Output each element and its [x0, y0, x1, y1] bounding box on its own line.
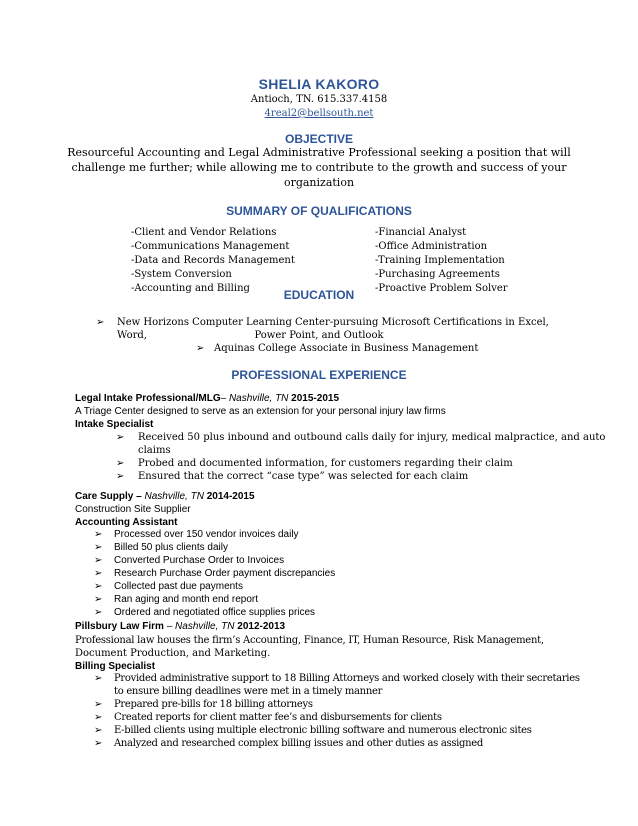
email-link[interactable]: 4real2@bellsouth.net	[264, 108, 374, 119]
list-item-continuation	[94, 685, 629, 698]
list-item	[94, 606, 594, 619]
list-item-text: Prepared pre-bills for 18 billing attorneys	[114, 699, 313, 710]
bullet-arrow-icon: ➢	[94, 699, 103, 710]
job3-description-line-1: Professional law houses the firm’s Accounting, Finance, IT, Human Resource, Risk Management,	[75, 635, 544, 646]
bullet-arrow-icon: ➢	[116, 471, 125, 482]
bullet-arrow-icon: ➢	[94, 542, 103, 553]
objective-line: challenge me further; while allowing me to contribute to the growth and success of your	[71, 161, 567, 174]
job1-bullet-list	[116, 431, 616, 483]
list-item-text: Provided administrative support to 18 Billing Attorneys and worked closely with their secretaries	[114, 673, 580, 684]
qualification-item: -Communications Management	[131, 241, 290, 252]
qualifications-right-column	[375, 226, 575, 296]
qualification-item: -Training Implementation	[375, 255, 505, 266]
list-item-text: Processed over 150 vendor invoices daily	[114, 529, 299, 540]
qualification-item: -Financial Analyst	[375, 227, 467, 238]
experience-heading: PROFESSIONAL EXPERIENCE	[231, 368, 407, 382]
job3-dates: 2012-2013	[234, 621, 286, 632]
job3-company: Pillsbury Law Firm	[75, 621, 164, 632]
job2-description: Construction Site Supplier	[75, 504, 191, 515]
education-item-2: Aquinas College Associate in Business Management	[214, 343, 479, 354]
job3-location: Nashville, TN	[175, 621, 235, 632]
qualification-item: -System Conversion	[131, 269, 232, 280]
list-item	[94, 672, 629, 685]
education-bullet-icon: ➢	[196, 343, 205, 354]
bullet-arrow-icon: ➢	[116, 432, 125, 443]
job3-bullet-list	[94, 672, 629, 750]
list-item-text: Created reports for client matter fee’s and disbursements for clients	[114, 712, 442, 723]
list-item-continuation	[116, 444, 616, 457]
education-bullet-icon: ➢	[96, 317, 105, 328]
list-item	[94, 593, 594, 606]
bullet-arrow-icon: ➢	[116, 458, 125, 469]
job2-dates: 2014-2015	[203, 491, 255, 502]
list-item-text: Research Purchase Order payment discrepancies	[114, 568, 336, 579]
list-item	[116, 431, 616, 444]
job2-bullet-list	[94, 528, 594, 619]
education-item-1-line-1: New Horizons Computer Learning Center-pursuing Microsoft Certifications in Excel, Word,	[117, 317, 549, 341]
bullet-arrow-icon: ➢	[94, 725, 103, 736]
list-item	[94, 698, 629, 711]
bullet-arrow-icon: ➢	[94, 607, 103, 618]
list-item	[94, 711, 629, 724]
job2-title-line	[75, 490, 615, 503]
job3-title-line	[75, 620, 615, 633]
job2-separator: –	[133, 491, 145, 502]
list-item	[94, 541, 594, 554]
job1-description: A Triage Center designed to serve as an extension for your personal injury law firms	[75, 406, 446, 417]
bullet-arrow-icon: ➢	[94, 581, 103, 592]
qualifications-left-column	[131, 226, 351, 296]
job2-location: Nashville, TN	[144, 491, 204, 502]
list-item-text: Received 50 plus inbound and outbound calls daily for injury, medical malpractice, and auto	[138, 432, 606, 443]
list-item	[94, 528, 594, 541]
qualification-item: -Proactive Problem Solver	[375, 283, 508, 294]
list-item-text: to ensure billing deadlines were met in a timely manner	[114, 686, 383, 697]
list-item-text: Collected past due payments	[114, 581, 243, 592]
job2-role: Accounting Assistant	[75, 517, 178, 528]
bullet-arrow-icon: ➢	[94, 673, 103, 684]
list-item	[94, 737, 629, 750]
contact-email-wrapper	[0, 108, 638, 119]
list-item	[94, 567, 594, 580]
bullet-arrow-icon: ➢	[94, 529, 103, 540]
objective-line: organization	[283, 176, 355, 189]
list-item-text: claims	[138, 445, 171, 456]
list-item-text: Ensured that the correct “case type” was selected for each claim	[138, 471, 469, 482]
qualifications-heading: SUMMARY OF QUALIFICATIONS	[226, 204, 412, 218]
job1-company: Legal Intake Professional/MLG	[75, 393, 221, 404]
list-item	[116, 470, 616, 483]
list-item-text: Converted Purchase Order to Invoices	[114, 555, 285, 566]
qualification-item: -Office Administration	[375, 241, 488, 252]
job1-title-line	[75, 392, 615, 405]
job2-company: Care Supply	[75, 491, 134, 502]
list-item-text: Analyzed and researched complex billing issues and other duties as assigned	[114, 738, 484, 749]
list-item-text: Ordered and negotiated office supplies prices	[114, 607, 316, 618]
job3-description-line-2: Document Production, and Marketing.	[75, 648, 271, 659]
education-heading: EDUCATION	[283, 288, 355, 302]
list-item-text: E-billed clients using multiple electronic billing software and numerous electronic sites	[114, 725, 532, 736]
qualification-item: -Data and Records Management	[131, 255, 295, 266]
list-item	[116, 457, 616, 470]
bullet-arrow-icon: ➢	[94, 738, 103, 749]
list-item-text: Ran aging and month end report	[114, 594, 258, 605]
job1-dates: 2015-2015	[288, 393, 340, 404]
job1-role: Intake Specialist	[75, 419, 154, 430]
job1-separator: –	[220, 393, 229, 404]
objective-text	[0, 145, 638, 190]
resume-name: SHELIA KAKORO	[258, 76, 380, 92]
list-item	[94, 724, 629, 737]
contact-address-phone: Antioch, TN. 615.337.4158	[250, 94, 388, 105]
bullet-arrow-icon: ➢	[94, 712, 103, 723]
qualification-item: -Purchasing Agreements	[375, 269, 500, 280]
bullet-arrow-icon: ➢	[94, 555, 103, 566]
bullet-arrow-icon: ➢	[94, 594, 103, 605]
objective-line: Resourceful Accounting and Legal Administrative Professional seeking a position that will	[67, 146, 571, 159]
list-item	[94, 580, 594, 593]
job1-location: Nashville, TN	[228, 393, 289, 404]
objective-heading: OBJECTIVE	[284, 132, 353, 146]
education-item-1-line-2: Power Point, and Outlook	[254, 330, 384, 341]
list-item-text: Billed 50 plus clients daily	[114, 542, 228, 553]
job3-role: Billing Specialist	[75, 661, 156, 672]
qualification-item: -Accounting and Billing	[131, 283, 250, 294]
job3-separator: –	[163, 621, 176, 632]
list-item-text: Probed and documented information, for customers regarding their claim	[138, 458, 513, 469]
bullet-arrow-icon: ➢	[94, 568, 103, 579]
list-item	[94, 554, 594, 567]
qualification-item: -Client and Vendor Relations	[131, 227, 277, 238]
